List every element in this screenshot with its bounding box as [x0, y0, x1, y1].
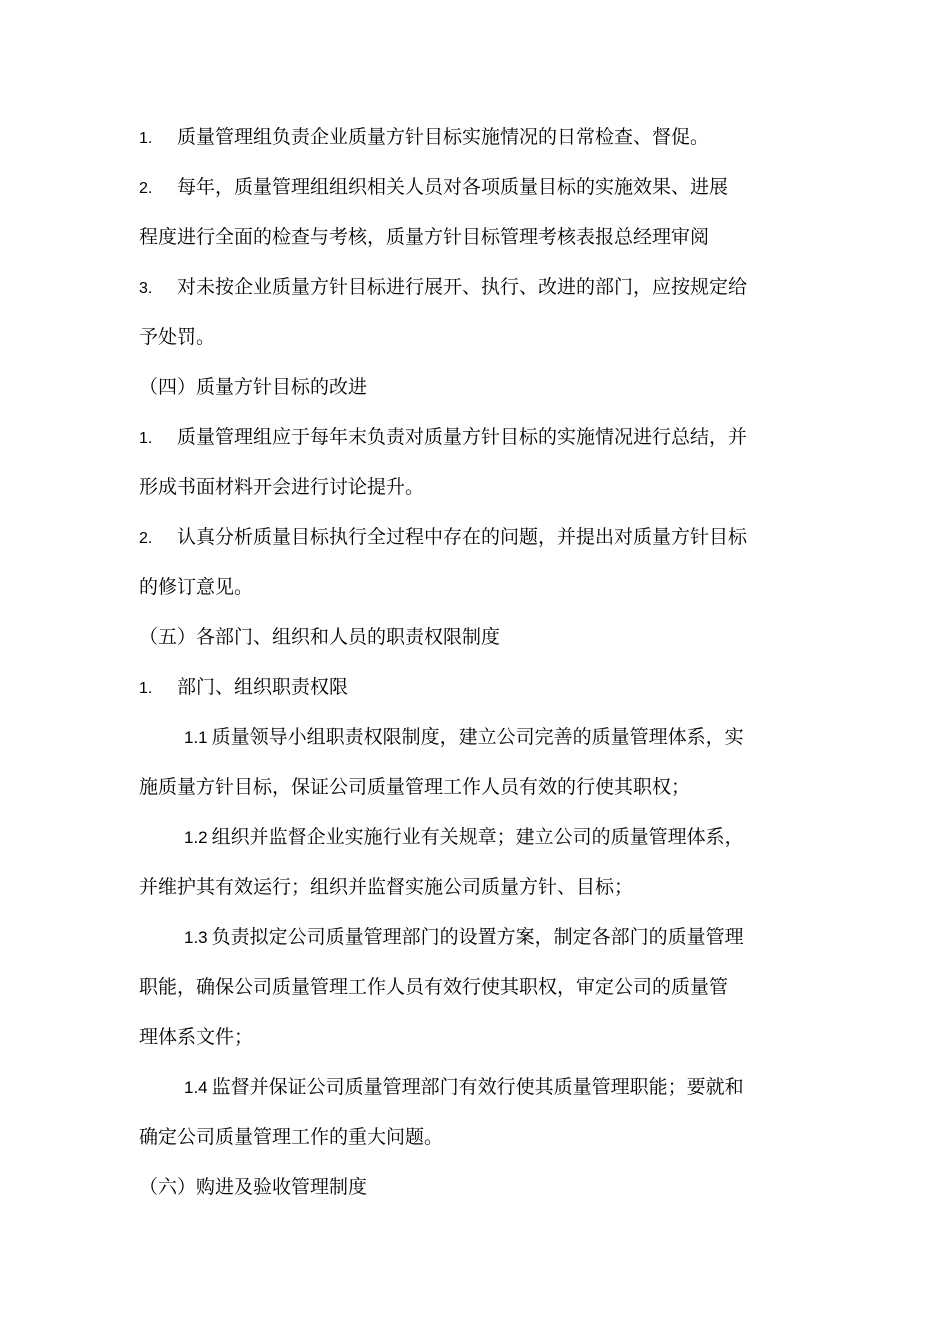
item-text: 质量管理组应于每年末负责对质量方针目标的实施情况进行总结，并: [177, 426, 748, 448]
continuation-line: [139, 974, 829, 1000]
item-number: 1.: [139, 130, 153, 147]
item-text: 监督并保证公司质量管理部门有效行使其质量管理职能；要就和: [211, 1076, 744, 1098]
sub-item-number: 1.3: [184, 928, 208, 947]
sub-item-number: 1.1: [184, 728, 208, 747]
item-number: 1.: [139, 430, 153, 447]
sub-item: [184, 924, 874, 951]
item-text: 部门、组织职责权限: [177, 676, 349, 698]
item-text: 程度进行全面的检查与考核，质量方针目标管理考核表报总经理审阅: [139, 226, 710, 248]
sub-item: [184, 1074, 874, 1101]
continuation-line: [139, 224, 829, 250]
item-text: 理体系文件；: [139, 1026, 254, 1048]
item-text: 确定公司质量管理工作的重大问题。: [139, 1126, 444, 1148]
heading-text: （六）购进及验收管理制度: [139, 1176, 368, 1198]
continuation-line: [139, 1124, 829, 1150]
continuation-line: [139, 774, 829, 800]
item-number: 1.: [139, 680, 153, 697]
item-text: 质量管理组负责企业质量方针目标实施情况的日常检查、督促。: [177, 126, 710, 148]
item-text: 并维护其有效运行；组织并监督实施公司质量方针、目标；: [139, 876, 634, 898]
list-item: [139, 124, 829, 152]
item-text: 质量领导小组职责权限制度，建立公司完善的质量管理体系，实: [211, 726, 744, 748]
heading-text: （五）各部门、组织和人员的职责权限制度: [139, 626, 501, 648]
continuation-line: [139, 874, 829, 900]
item-text: 形成书面材料开会进行讨论提升。: [139, 476, 425, 498]
item-number: 2.: [139, 530, 153, 547]
continuation-line: [139, 324, 829, 350]
section-heading: [139, 374, 829, 400]
item-text: 对未按企业质量方针目标进行展开、执行、改进的部门，应按规定给: [177, 276, 748, 298]
list-item: [139, 274, 829, 302]
item-text: 组织并监督企业实施行业有关规章；建立公司的质量管理体系，: [211, 826, 744, 848]
list-item: [139, 674, 829, 702]
list-item: [139, 524, 829, 552]
item-text: 施质量方针目标，保证公司质量管理工作人员有效的行使其职权；: [139, 776, 691, 798]
continuation-line: [139, 574, 829, 600]
item-number: 3.: [139, 280, 153, 297]
item-text: 的修订意见。: [139, 576, 254, 598]
item-text: 予处罚。: [139, 326, 216, 348]
section-heading: [139, 624, 829, 650]
sub-item: [184, 724, 874, 751]
continuation-line: [139, 474, 829, 500]
list-item: [139, 424, 829, 452]
item-text: 负责拟定公司质量管理部门的设置方案，制定各部门的质量管理: [211, 926, 744, 948]
sub-item-number: 1.4: [184, 1078, 208, 1097]
list-item: [139, 174, 829, 202]
sub-item-number: 1.2: [184, 828, 208, 847]
heading-text: （四）质量方针目标的改进: [139, 376, 368, 398]
section-heading: [139, 1174, 829, 1200]
item-text: 认真分析质量目标执行全过程中存在的问题，并提出对质量方针目标: [177, 526, 748, 548]
item-text: 每年，质量管理组组织相关人员对各项质量目标的实施效果、进展: [177, 176, 729, 198]
sub-item: [184, 824, 874, 851]
continuation-line: [139, 1024, 829, 1050]
item-text: 职能，确保公司质量管理工作人员有效行使其职权，审定公司的质量管: [139, 976, 729, 998]
item-number: 2.: [139, 180, 153, 197]
